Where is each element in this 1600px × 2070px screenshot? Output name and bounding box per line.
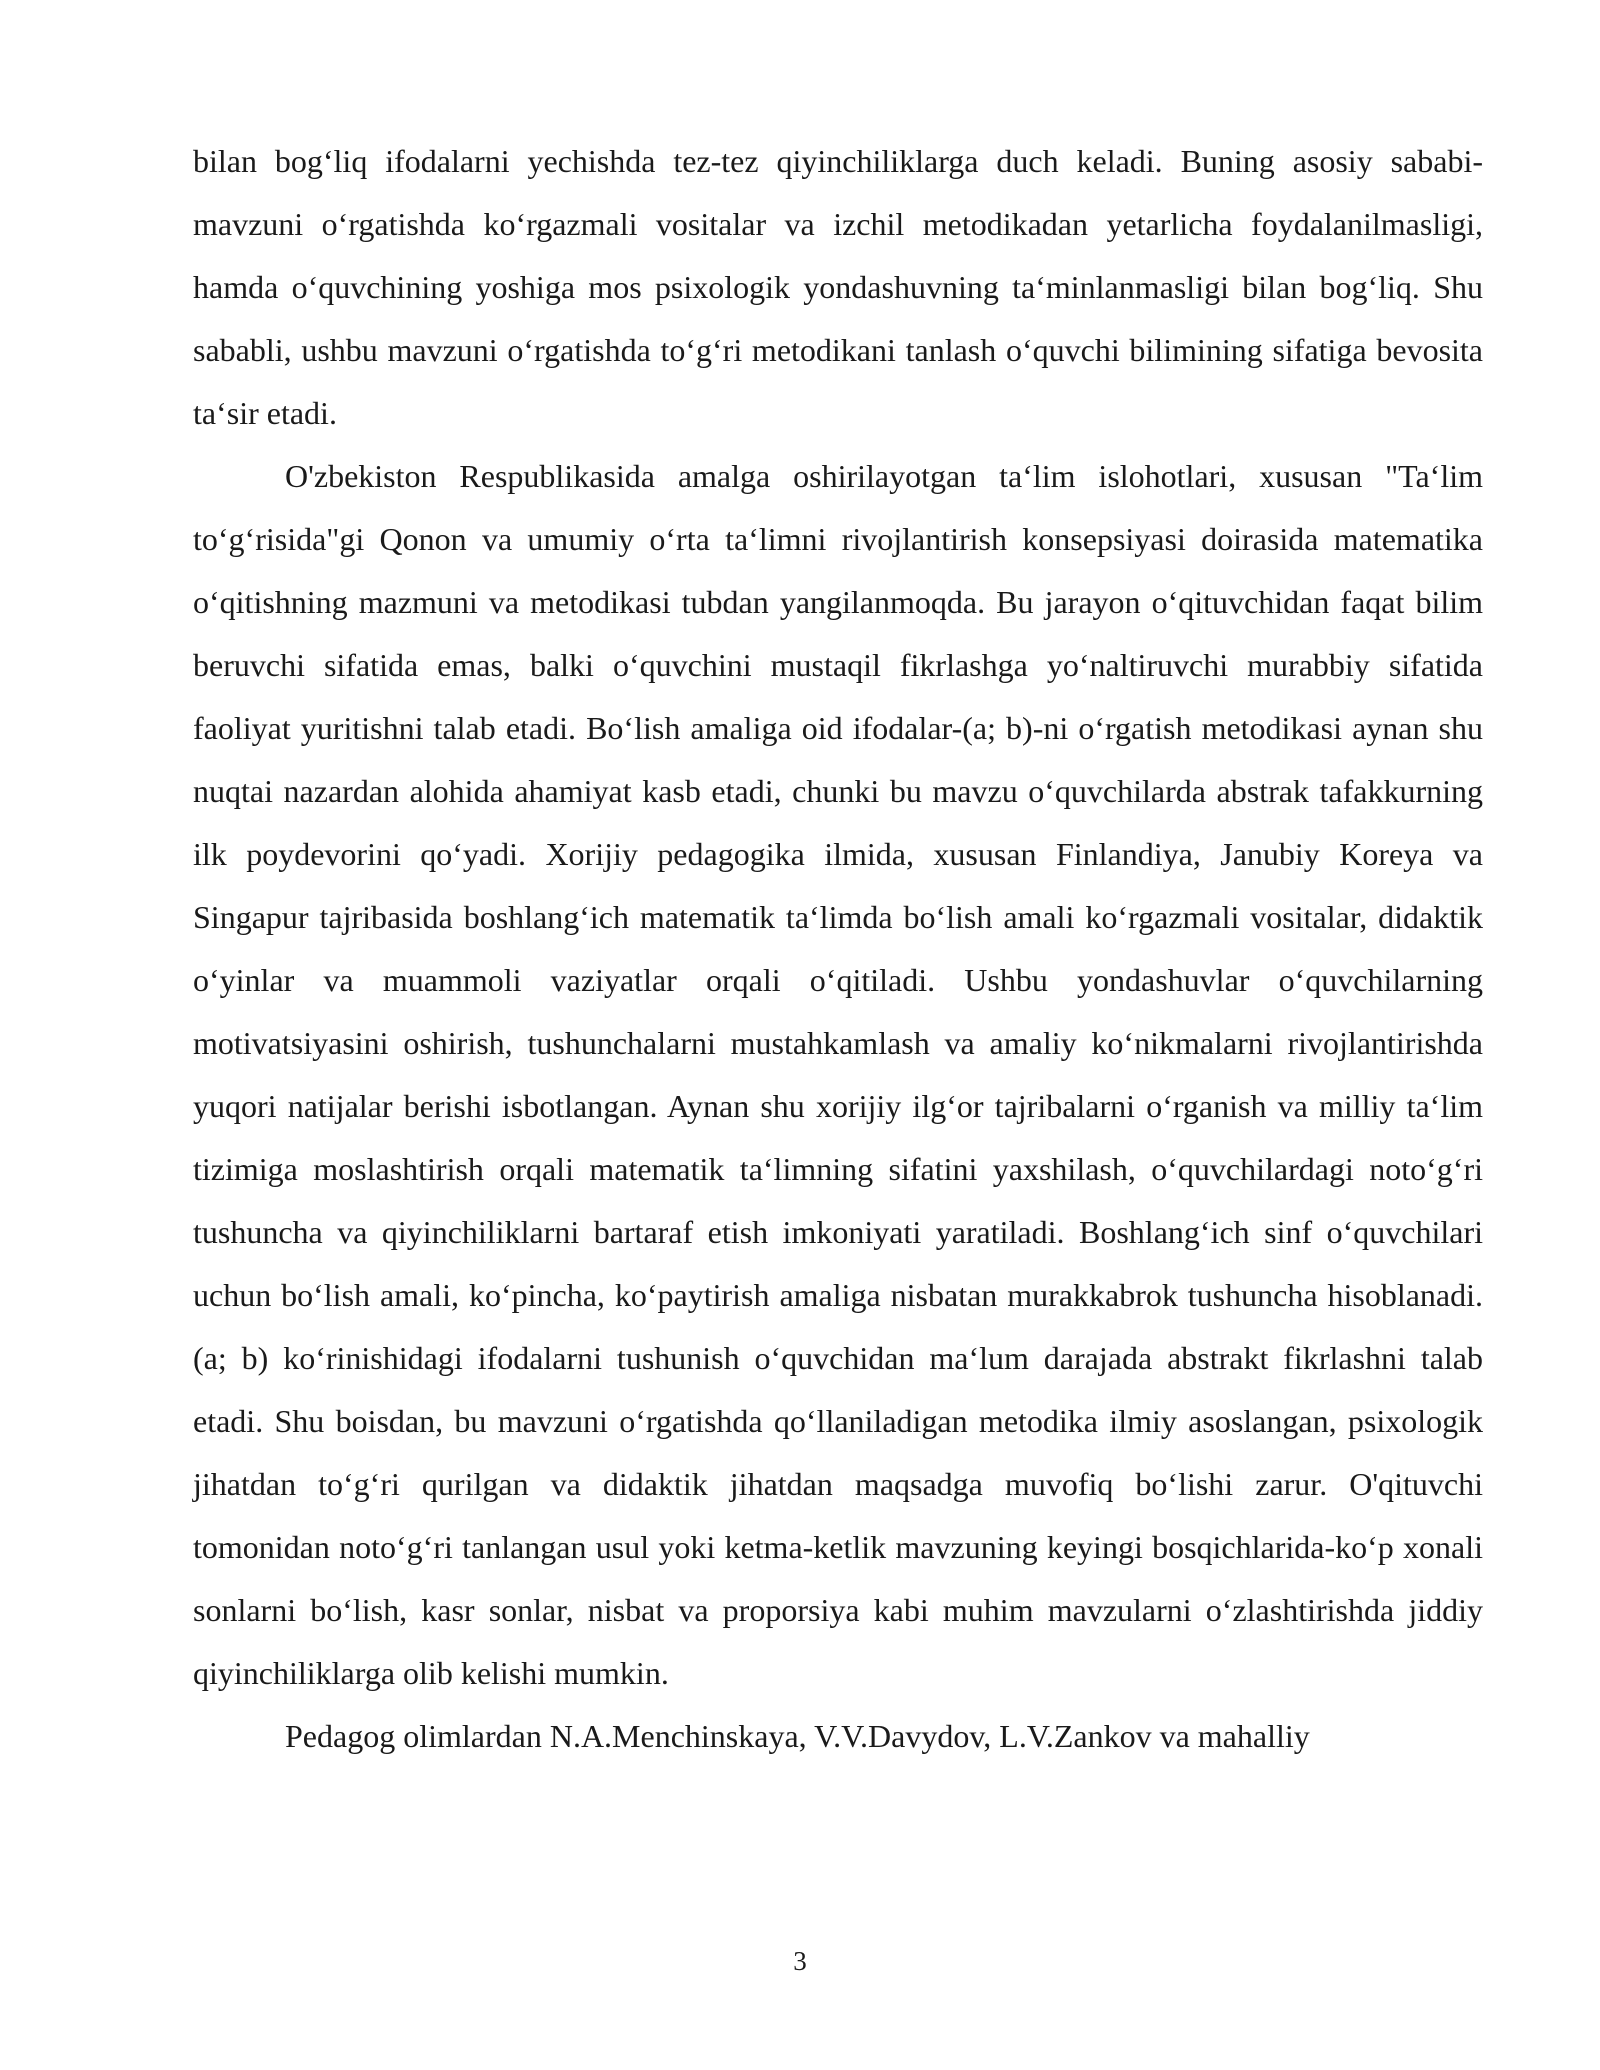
page-number: 3 [793, 1946, 807, 1976]
paragraph-pedagog-scholars: Pedagog olimlardan N.A.Menchinskaya, V.V.Davydov, L.V.Zankov va mahalliy [285, 1718, 1310, 1754]
page-body [193, 130, 1483, 1768]
paragraph-education-reforms: O'zbekiston Respublikasida amalga oshirilayotgan ta‘lim islohotlari, xususan "Ta‘lim to‘g‘risida"gi Qonon va umumiy o‘rta ta‘limni rivojlantirish konsepsiyasi doirasida matematika o‘qitishning mazmuni va metodikasi tubdan yangilanmoqda. Bu jarayon o‘qituvchidan faqat bilim beruvchi sifatida emas, balki o‘quvchini mustaqil fikrlashga yo‘naltiruvchi murabbiy sifatida faoliyat yuritishni talab etadi. Bo‘lish amaliga oid ifodalar-(a; b)-ni o‘rgatish metodikasi aynan shu nuqtai nazardan alohida ahamiyat kasb etadi, chunki bu mavzu o‘quvchilarda abstrak tafakkurning ilk poydevorini qo‘yadi. Xorijiy pedagogika ilmida, xususan Finlandiya, Janubiy Koreya va Singapur tajribasida boshlang‘ich matematik ta‘limda bo‘lish amali ko‘rgazmali vositalar, didaktik o‘yinlar va muammoli vaziyatlar orqali o‘qitiladi. Ushbu yondashuvlar o‘quvchilarning motivatsiyasini oshirish, tushunchalarni mustahkamlash va amaliy ko‘nikmalarni rivojlantirishda yuqori natijalar berishi isbotlangan. Aynan shu xorijiy ilg‘or tajribalarni o‘rganish va milliy ta‘lim tizimiga moslashtirish orqali matematik ta‘limning sifatini yaxshilash, o‘quvchilardagi noto‘g‘ri tushuncha va qiyinchiliklarni bartaraf etish imkoniyati yaratiladi. Boshlang‘ich sinf o‘quvchilari uchun bo‘lish amali, ko‘pincha, ko‘paytirish amaliga nisbatan murakkabrok tushuncha hisoblanadi. (a; b) ko‘rinishidagi ifodalarni tushunish o‘quvchidan ma‘lum darajada abstrakt fikrlashni talab etadi. Shu boisdan, bu mavzuni o‘rgatishda qo‘llaniladigan metodika ilmiy asoslangan, psixologik jihatdan to‘g‘ri qurilgan va didaktik jihatdan maqsadga muvofiq bo‘lishi zarur. O'qituvchi tomonidan noto‘g‘ri tanlangan usul yoki ketma-ketlik mavzuning keyingi bosqichlarida-ko‘p xonali sonlarni bo‘lish, kasr sonlar, nisbat va proporsiya kabi muhim mavzularni o‘zlashtirishda jiddiy qiyinchiliklarga olib kelishi mumkin. [193, 458, 1483, 1691]
paragraph-continuation: bilan bog‘liq ifodalarni yechishda tez-tez qiyinchiliklarga duch keladi. Buning asosiy sababi-mavzuni o‘rgatishda ko‘rgazmali vositalar va izchil metodikadan yetarlicha foydalanilmasligi, hamda o‘quvchining yoshiga mos psixologik yondashuvning ta‘minlanmasligi bilan bog‘liq. Shu sababli, ushbu mavzuni o‘rgatishda to‘g‘ri metodikani tanlash o‘quvchi bilimining sifatiga bevosita ta‘sir etadi. [193, 143, 1483, 431]
